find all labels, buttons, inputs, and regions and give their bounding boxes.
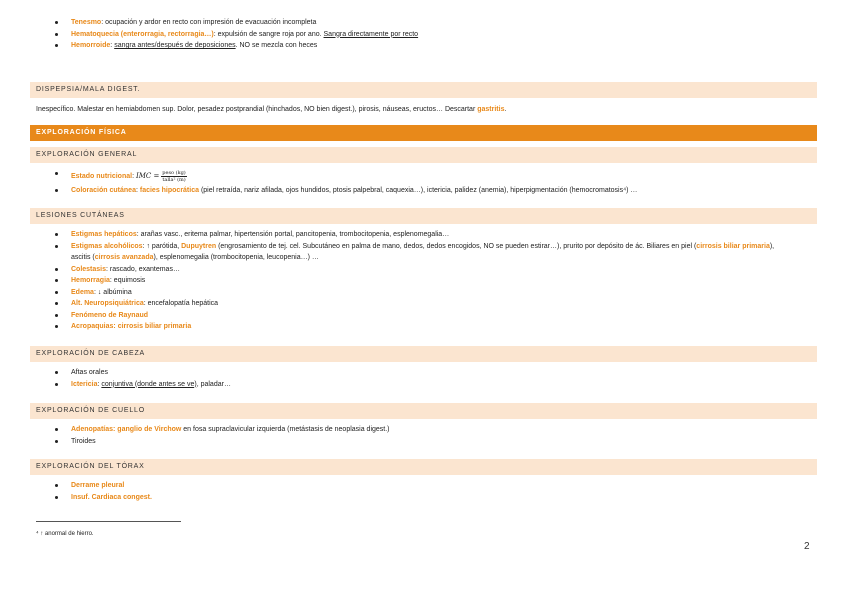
section-header-cuello: EXPLORACIÓN DE CUELLO [30,403,817,419]
imc-fraction: $\frac{\text{peso (kg)}}{\text{talla² (m)}}$ [162,169,186,183]
section-header-dispepsia: DISPEPSIA/MALA DIGEST. [30,82,817,98]
list-item-continuation: ascitis (cirrosis avanzada), esplenomegalia (trombocitopenia, leucopenia…) … [71,254,319,261]
list-item: Aftas orales [0,367,231,379]
list-item: Estigmas hepáticos: arañas vasc., eritema palmar, hipertensión portal, pancitopenia, trombocitopenia, esplenomegalia… [0,229,774,241]
list-item: Estigmas alcohólicos: ↑ parótida, Dupuytren (engrosamiento de tej. cel. Subcutáneo en palma de mano, dedos, dedos encogidos, NO se pueden estirar…), prurito por depósito de ác. Biliares en piel (cirrosis biliar primaria), [0,241,774,253]
footnote-rule [36,521,181,522]
general-list [0,168,637,197]
dispepsia-paragraph: Inespecífico. Malestar en hemiabdomen sup. Dolor, pesadez postprandial (hinchados, NO bien digest.), pirosis, náuseas, eructos… Descartar gastritis. [36,106,507,113]
list-item: Acropaquias: cirrosis biliar primaria [0,321,774,333]
cabeza-list [0,367,231,390]
section-header-torax: EXPLORACIÓN DEL TÓRAX [30,459,817,475]
list-item: Edema: ↓ albúmina [0,287,774,299]
list-item: Colestasis: rascado, exantemas… [0,264,774,276]
list-item: Ictericia: conjuntiva (donde antes se ve), paladar… [0,379,231,391]
section-header-lesiones: LESIONES CUTÁNEAS [30,208,817,224]
list-item: Tenesmo: ocupación y ardor en recto con impresión de evacuación incompleta [0,17,418,29]
list-item: Hemorragia: equimosis [0,275,774,287]
list-item: Hematoquecia (enterorragia, rectorragia…): expulsión de sangre roja por ano. Sangra directamente por recto [0,29,418,41]
section-header-exploracion-general: EXPLORACIÓN GENERAL [30,147,817,163]
list-item: Estado nutricional: IMC = $\frac{\text{peso (kg)}}{\text{talla² (m)}}$ [0,168,637,185]
list-item: Insuf. Cardiaca congest. [0,492,152,504]
list-item: Hemorroide: sangra antes/después de deposiciones. NO se mezcla con heces [0,40,418,52]
list-item: Alt. Neuropsiquiátrica: encefalopatía hepática [0,298,774,310]
page-number: 2 [804,541,810,552]
section-header-cabeza: EXPLORACIÓN DE CABEZA [30,346,817,362]
list-item: Coloración cutánea: facies hipocrática (piel retraída, nariz afilada, ojos hundidos, ptosis palpebral, caquexia…), ictericia, palidez (anemia), hiperpigmentación (hemocromatosis⁴) … [0,185,637,197]
list-item: Derrame pleural [0,480,152,492]
top-bullet-list [0,17,418,52]
list-item: Tiroides [0,436,390,448]
footnote: ⁴ ↑ anormal de hierro. [36,531,94,537]
cuello-list [0,424,390,447]
lesiones-list [0,229,774,333]
list-item: Adenopatías: ganglio de Virchow en fosa supraclavicular izquierda (metástasis de neoplasia digest.) [0,424,390,436]
list-item: Fenómeno de Raynaud [0,310,774,322]
torax-list [0,480,152,503]
section-header-exploracion-fisica: EXPLORACIÓN FÍSICA [30,125,817,141]
